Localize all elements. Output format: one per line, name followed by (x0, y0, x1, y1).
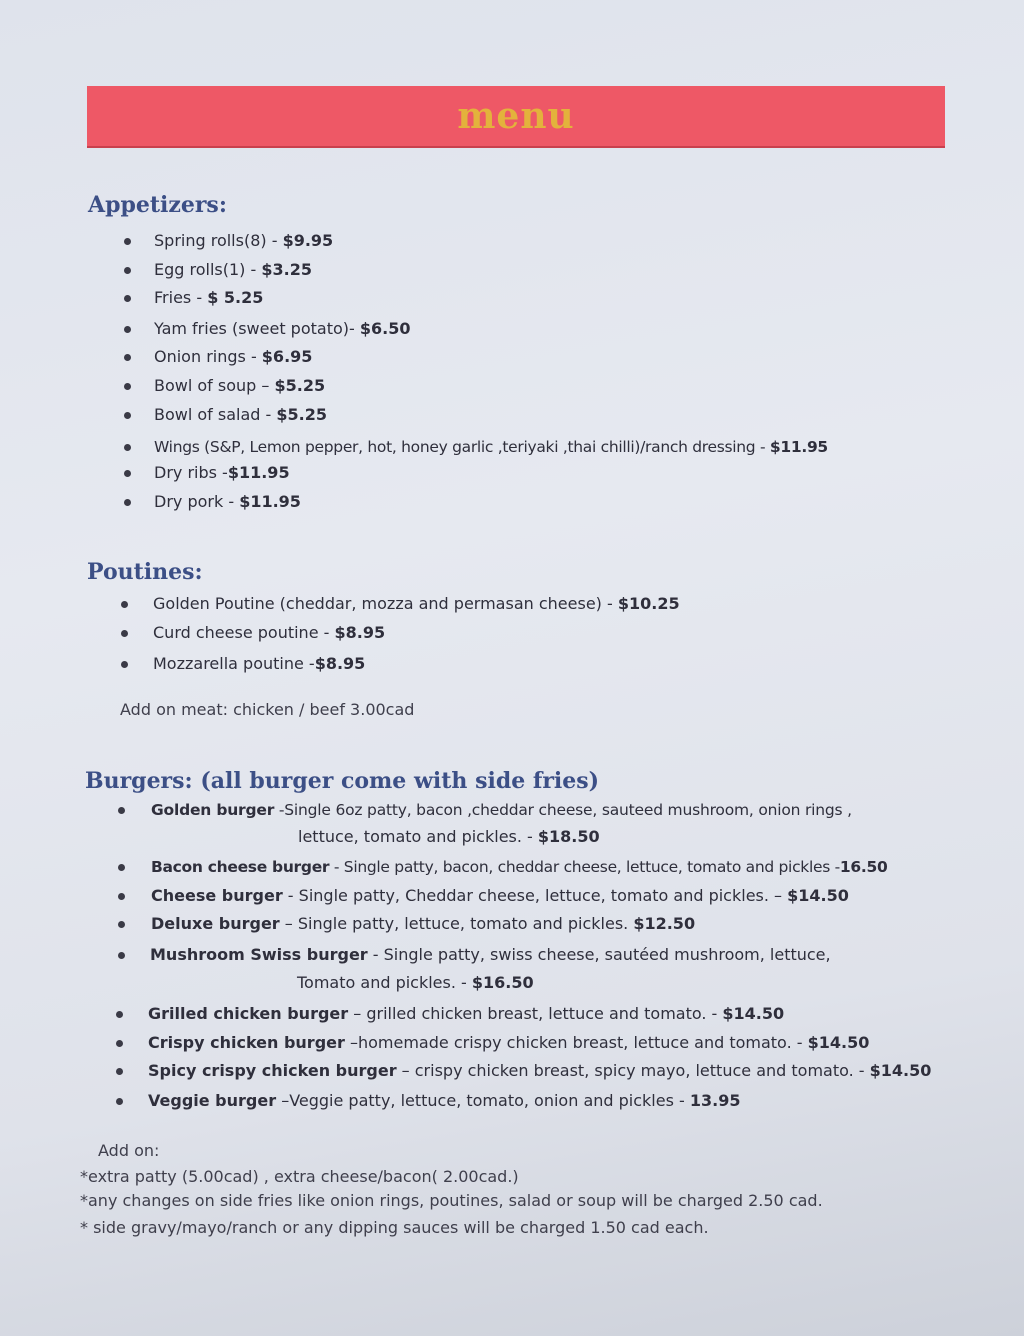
addon-line: *extra patty (5.00cad) , extra cheese/bacon( 2.00cad.) (80, 1167, 519, 1186)
bullet-icon (124, 470, 131, 477)
bullet-icon (116, 1068, 123, 1075)
list-item: Yam fries (sweet potato)- $6.50 (124, 319, 410, 339)
list-item: Grilled chicken burger – grilled chicken breast, lettuce and tomato. - $14.50 (116, 1004, 784, 1024)
addon-line: *any changes on side fries like onion rings, poutines, salad or soup will be charged 2.50 cad. (80, 1191, 823, 1210)
bullet-icon (116, 1040, 123, 1047)
bullet-icon (124, 238, 131, 245)
list-item: Mozzarella poutine -$8.95 (121, 654, 365, 674)
list-item: Deluxe burger – Single patty, lettuce, tomato and pickles. $12.50 (118, 914, 695, 934)
list-item: Bowl of soup – $5.25 (124, 376, 325, 396)
bullet-icon (124, 326, 131, 333)
bullet-icon (124, 295, 131, 302)
menu-banner (87, 86, 945, 148)
bullet-icon (124, 499, 131, 506)
bullet-icon (124, 412, 131, 419)
list-item: Spicy crispy chicken burger – crispy chicken breast, spicy mayo, lettuce and tomato. - $14.50 (116, 1061, 931, 1081)
bullet-icon (118, 807, 125, 814)
menu-title: menu (457, 95, 575, 137)
poutines-heading: Poutines: (87, 559, 203, 585)
bullet-icon (121, 661, 128, 668)
list-item: Bacon cheese burger - Single patty, bacon, cheddar cheese, lettuce, tomato and pickles -16.50 (118, 857, 887, 877)
appetizers-heading: Appetizers: (88, 192, 227, 218)
bullet-icon (118, 864, 125, 871)
bullet-icon (124, 383, 131, 390)
bullet-icon (121, 630, 128, 637)
poutine-addon-note: Add on meat: chicken / beef 3.00cad (120, 700, 415, 719)
list-item: Bowl of salad - $5.25 (124, 405, 327, 425)
list-item: Dry ribs -$11.95 (124, 463, 290, 483)
bullet-icon (118, 952, 125, 959)
list-item: Cheese burger - Single patty, Cheddar cheese, lettuce, tomato and pickles. – $14.50 (118, 886, 849, 906)
list-item: Mushroom Swiss burger - Single patty, swiss cheese, sautéed mushroom, lettuce, (118, 945, 831, 965)
bullet-icon (124, 444, 131, 451)
burgers-heading: Burgers: (all burger come with side fries) (85, 768, 600, 794)
list-item: Curd cheese poutine - $8.95 (121, 623, 385, 643)
list-item: Wings (S&P, Lemon pepper, hot, honey garlic ,teriyaki ,thai chilli)/ranch dressing - $11.95 (124, 437, 828, 457)
bullet-icon (118, 921, 125, 928)
bullet-icon (116, 1011, 123, 1018)
bullet-icon (121, 601, 128, 608)
list-item: Veggie burger –Veggie patty, lettuce, tomato, onion and pickles - 13.95 (116, 1091, 740, 1111)
list-item-continuation: lettuce, tomato and pickles. - $18.50 (298, 827, 600, 846)
bullet-icon (124, 267, 131, 274)
list-item: Fries - $ 5.25 (124, 288, 263, 308)
addon-heading: Add on: (98, 1141, 160, 1160)
list-item: Onion rings - $6.95 (124, 347, 312, 367)
bullet-icon (118, 893, 125, 900)
list-item: Dry pork - $11.95 (124, 492, 301, 512)
list-item: Spring rolls(8) - $9.95 (124, 231, 333, 251)
list-item: Golden Poutine (cheddar, mozza and permasan cheese) - $10.25 (121, 594, 680, 614)
list-item: Golden burger -Single 6oz patty, bacon ,cheddar cheese, sauteed mushroom, onion rings , (118, 800, 852, 820)
bullet-icon (116, 1098, 123, 1105)
list-item-continuation: Tomato and pickles. - $16.50 (297, 973, 534, 992)
list-item: Crispy chicken burger –homemade crispy chicken breast, lettuce and tomato. - $14.50 (116, 1033, 869, 1053)
addon-line: * side gravy/mayo/ranch or any dipping sauces will be charged 1.50 cad each. (80, 1218, 709, 1237)
list-item: Egg rolls(1) - $3.25 (124, 260, 312, 280)
bullet-icon (124, 354, 131, 361)
